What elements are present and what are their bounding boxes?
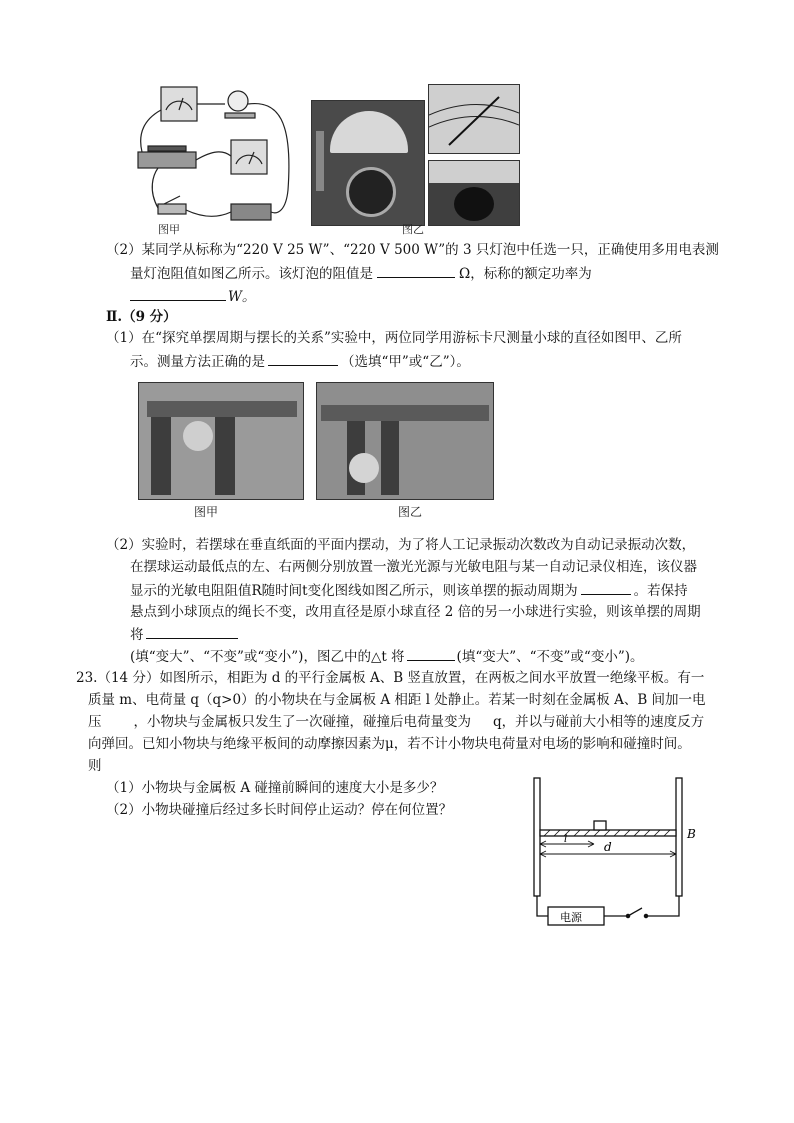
q23-line3-text-a: 压 <box>88 714 102 730</box>
part1-q2-line2 <box>130 263 592 284</box>
caliper-method-answer-blank[interactable] <box>268 351 338 366</box>
circuit-figure <box>128 80 298 230</box>
part2-q2-line6 <box>130 646 644 667</box>
q23-line5: 则 <box>88 758 102 774</box>
delta-t-answer-blank[interactable] <box>407 646 455 661</box>
label-l: l <box>564 834 568 845</box>
q23-line2: 质量 m、电荷量 q（q>0）的小物块在与金属板 A 相距 l 处静止。若某一时刻在金属板 A、B 间加一电 <box>88 692 706 708</box>
caliper-photo-left <box>138 382 304 500</box>
period-change-answer-blank[interactable] <box>146 624 238 639</box>
q23-line3 <box>88 712 704 732</box>
part1-q2-line2-text-a: 量灯泡阻值如图乙所示。该灯泡的阻值是 <box>130 266 373 282</box>
caliper-caption-left: 图甲 <box>194 505 219 519</box>
part2-q1-line2-text-a: 示。测量方法正确的是 <box>130 354 265 370</box>
q23-line4: 向弹回。已知小物块与绝缘平板间的动摩擦因素为μ，若不计小物块电荷量对电场的影响和碰撞时间。 <box>88 736 691 752</box>
q23-line3-text-b: ，小物块与金属板只发生了一次碰撞，碰撞后电荷量变为 <box>133 714 471 730</box>
figure-caption-left: 图甲 <box>158 223 180 236</box>
q23-sub2: （2）小物块碰撞后经过多长时间停止运动？停在何位置？ <box>106 802 453 818</box>
power-answer-blank[interactable] <box>130 286 226 301</box>
part2-q2-line5-text-a: 将 <box>130 627 144 643</box>
part2-q2-line6-text-b: (填“变大”、“不变”或“变小”)。 <box>456 649 644 665</box>
q23-line3-text-c: q，并以与碰前大小相等的速度反方 <box>493 714 705 730</box>
figure-caption-right: 图乙 <box>402 223 424 236</box>
part2-header: Ⅱ.（9 分） <box>106 309 177 325</box>
part2-q1-line1: （1）在“探究单摆周期与摆长的关系”实验中，两位同学用游标卡尺测量小球的直径如图甲、乙所 <box>106 330 682 346</box>
part1-q2-line3 <box>130 286 255 307</box>
part2-q2-line5 <box>130 624 238 645</box>
part2-q2-line1: （2）实验时，若摆球在垂直纸面的平面内摆动，为了将人工记录振动次数改为自动记录振动次数， <box>106 537 696 553</box>
part2-q2-line3 <box>130 580 688 601</box>
part2-q1-line2-text-b: （选填“甲”或“乙”）。 <box>341 354 470 370</box>
label-b: B <box>687 827 696 841</box>
meter-scale-zoom-top <box>428 84 520 154</box>
power-source-label: 电源 <box>560 911 582 924</box>
meter-dial-zoom-bottom <box>428 160 520 226</box>
part2-q2-line3-text-b: 。若保持 <box>633 583 688 599</box>
part1-q2-line2-text-b: Ω，标称的额定功率为 <box>459 266 592 282</box>
part1-q2-line3-unit: W。 <box>228 289 256 305</box>
label-d: d <box>604 840 612 854</box>
part2-q2-line6-text-a: (填“变大”、“不变”或“变小”)，图乙中的△t 将 <box>130 649 405 665</box>
part2-q2-line3-text-a: 显示的光敏电阻阻值R随时间t变化图线如图乙所示，则该单摆的振动周期为 <box>130 583 578 599</box>
part2-q1-line2 <box>130 351 470 372</box>
q23-line1: 23.（14 分）如图所示，相距为 d 的平行金属板 A、B 竖直放置，在两板之间水平放置一绝缘平板。有一 <box>76 670 705 686</box>
caliper-caption-right: 图乙 <box>398 505 423 519</box>
q23-sub1: （1）小物块与金属板 A 碰撞前瞬间的速度大小是多少？ <box>106 780 444 796</box>
parallel-plate-diagram <box>520 770 720 940</box>
period-answer-blank[interactable] <box>581 580 631 595</box>
part2-q2-line4: 悬点到小球顶点的绳长不变，改用直径是原小球直径 2 倍的另一小球进行实验，则该单摆的周期 <box>130 604 701 620</box>
caliper-photo-right <box>316 382 494 500</box>
multimeter-photo <box>311 100 425 226</box>
resistance-answer-blank[interactable] <box>377 263 455 278</box>
part2-q2-line2: 在摆球运动最低点的左、右两侧分别放置一激光光源与光敏电阻与某一自动记录仪相连，该仪器 <box>130 559 697 575</box>
part1-q2-line1: （2）某同学从标称为“220 V 25 W”、“220 V 500 W”的 3 只灯泡中任选一只，正确使用多用电表测 <box>106 242 719 258</box>
